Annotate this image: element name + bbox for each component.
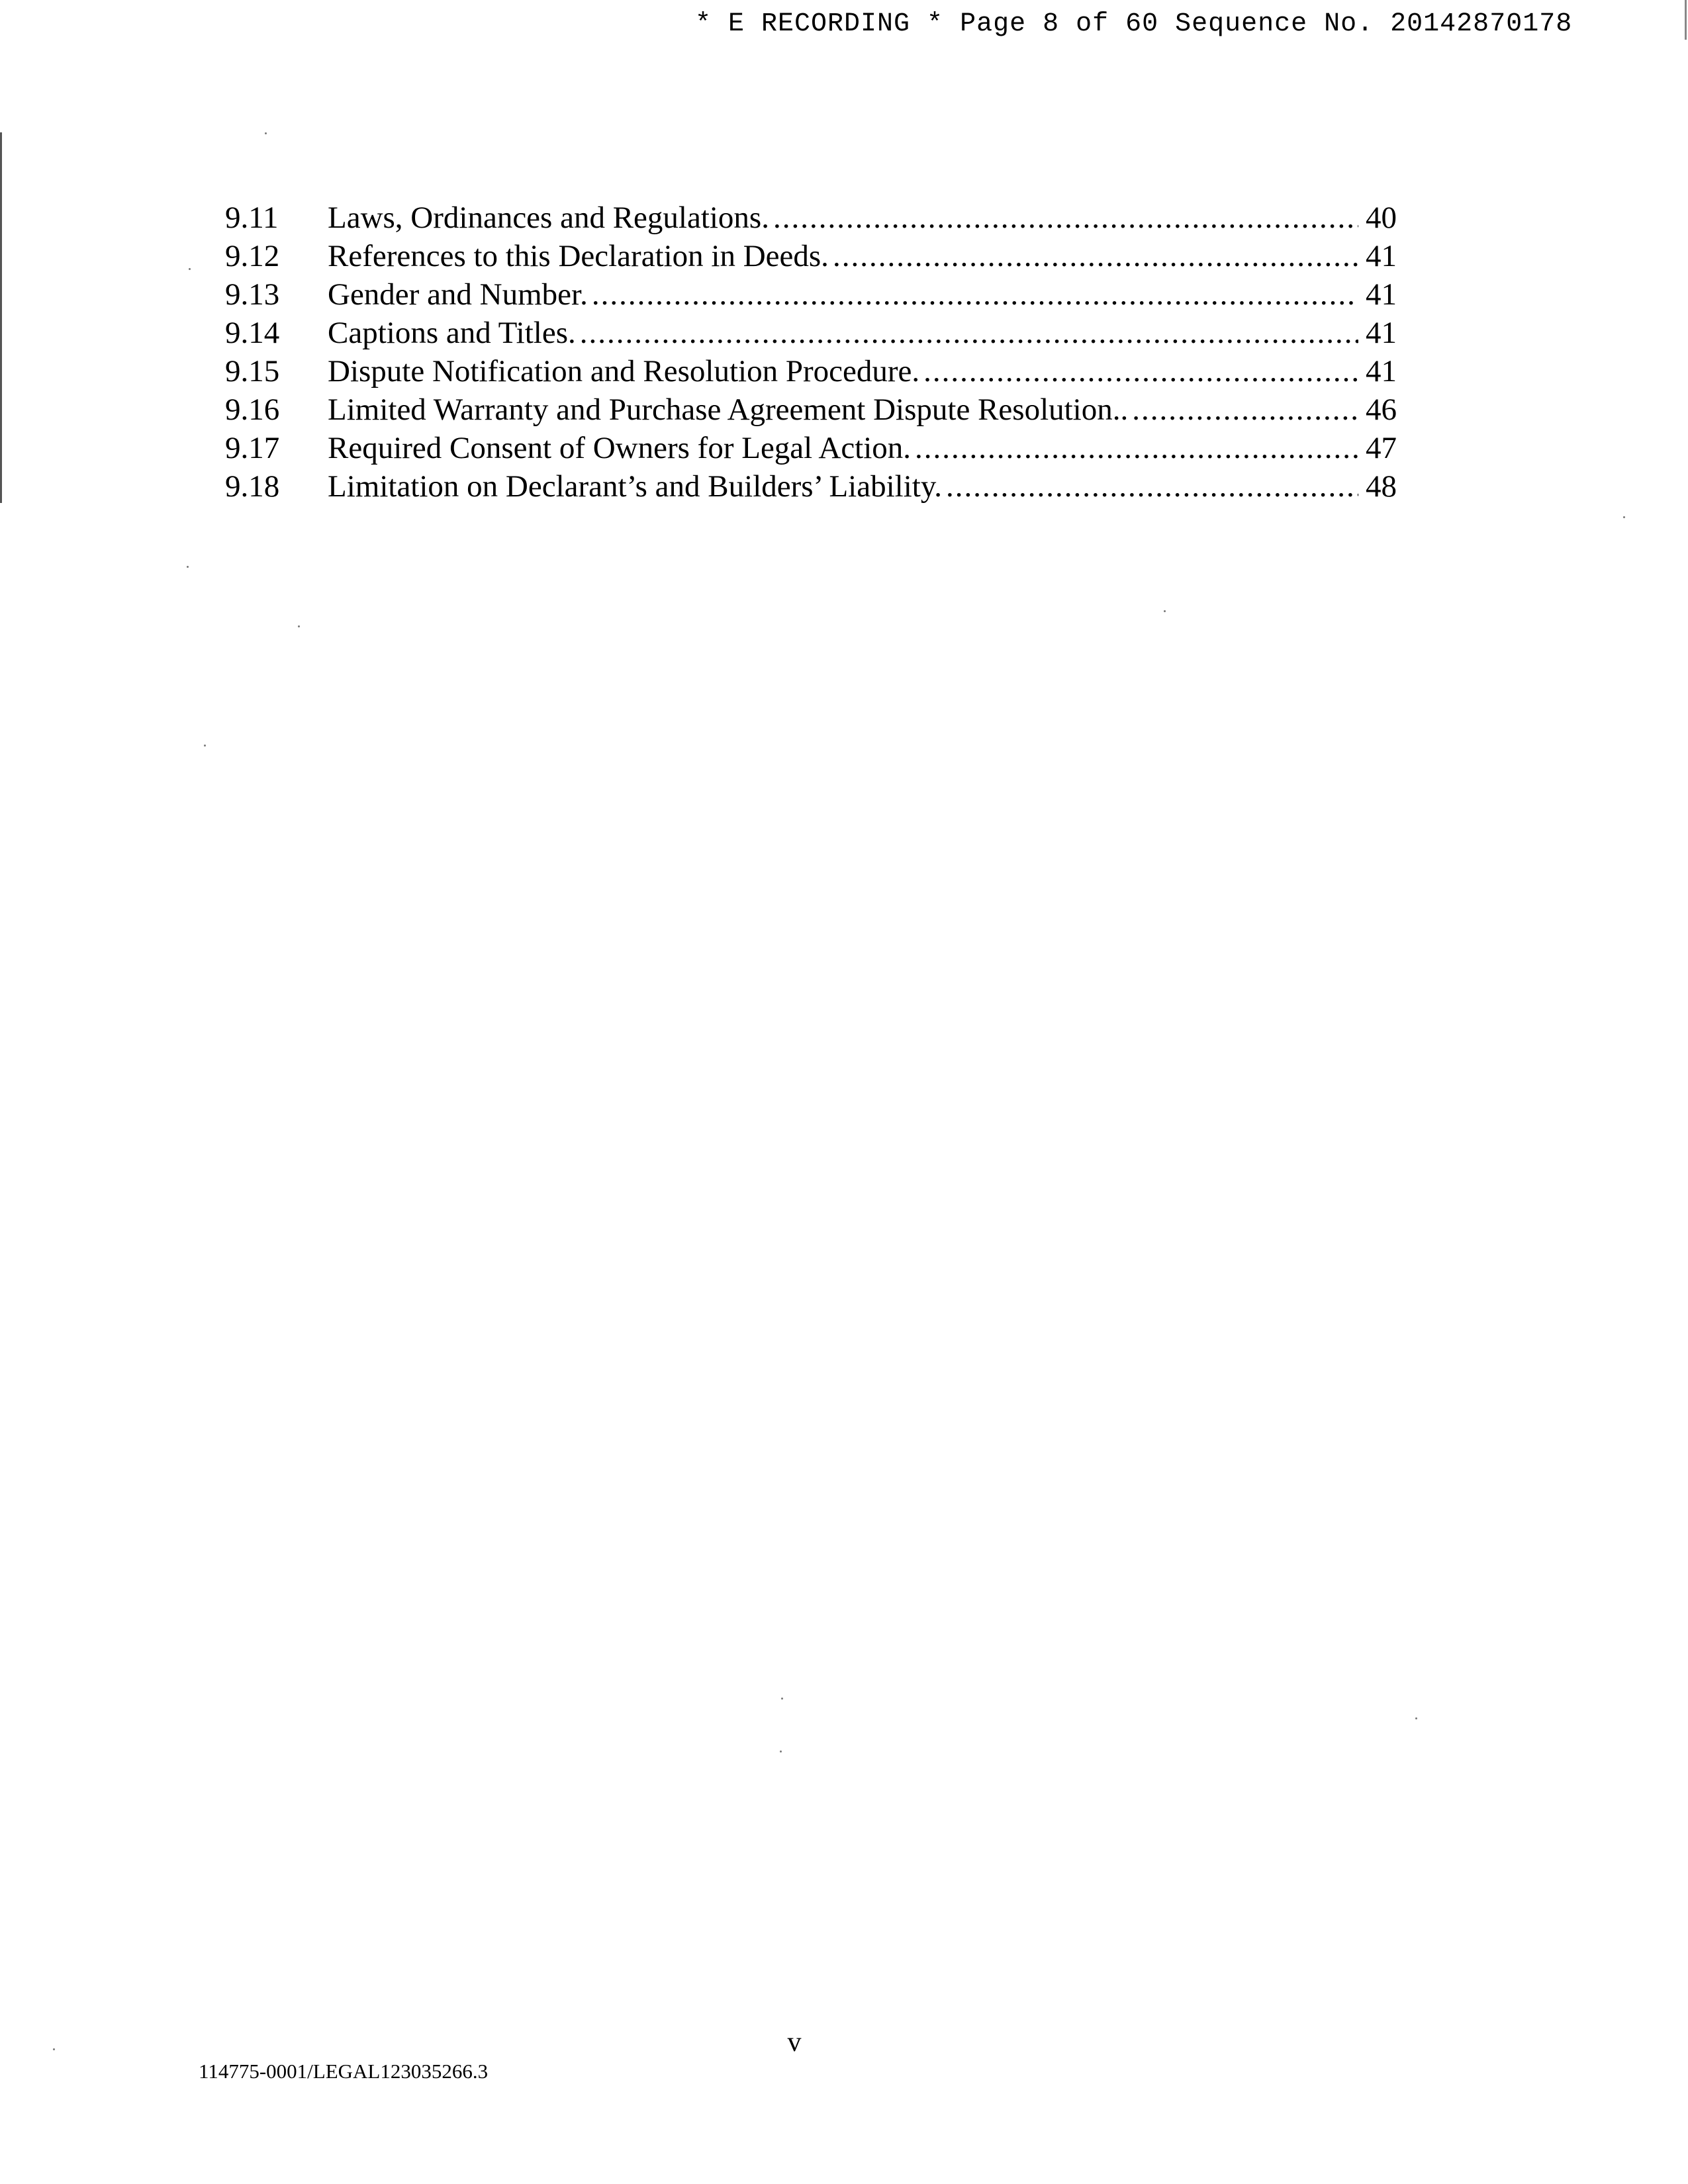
scan-speck [1164,610,1166,612]
toc-entry [225,199,1397,237]
toc-leader-dots [915,429,1358,467]
toc-section-title: Captions and Titles. [328,316,576,350]
toc-leader-dots [833,237,1358,275]
page-number: v [787,2027,802,2058]
toc-leader-dots [946,467,1358,506]
toc-section-title: Gender and Number. [328,277,588,312]
table-of-contents [225,199,1397,506]
scan-speck [1415,1717,1417,1719]
scan-speck [781,1698,783,1700]
toc-entry [225,390,1397,429]
toc-entry [225,275,1397,314]
toc-section-number: 9.17 [225,431,280,465]
toc-section-title: References to this Declaration in Deeds. [328,239,829,273]
toc-page-number: 41 [1366,277,1397,312]
toc-leader-dots [1132,390,1358,429]
toc-leader-dots [923,352,1358,390]
scan-speck [780,1751,782,1752]
toc-entry [225,352,1397,390]
toc-leader-dots [592,275,1358,314]
toc-section-title: Dispute Notification and Resolution Procedure. [328,354,920,388]
toc-leader-dots [580,314,1358,352]
scan-speck [53,2048,55,2050]
toc-page-number: 48 [1366,469,1397,504]
scan-edge-line-right [1685,0,1687,40]
scan-speck [204,745,206,747]
toc-section-number: 9.12 [225,239,280,273]
toc-page-number: 41 [1366,239,1397,273]
toc-section-number: 9.11 [225,201,279,235]
scan-speck [298,625,300,627]
toc-page-number: 41 [1366,316,1397,350]
toc-section-title: Required Consent of Owners for Legal Action. [328,431,912,465]
scan-speck [265,132,267,134]
scan-speck [189,268,191,270]
toc-section-number: 9.18 [225,469,280,504]
toc-page-number: 40 [1366,201,1397,235]
toc-page-number: 47 [1366,431,1397,465]
toc-section-number: 9.16 [225,392,280,427]
toc-section-title: Limitation on Declarant’s and Builders’ Liability. [328,469,943,504]
toc-entry [225,429,1397,467]
toc-section-title: Limited Warranty and Purchase Agreement Dispute Resolution.. [328,392,1129,427]
recording-stamp: * E RECORDING * Page 8 of 60 Sequence No. 20142870178 [695,9,1573,39]
toc-entry [225,467,1397,506]
toc-section-number: 9.13 [225,277,280,312]
toc-section-title: Laws, Ordinances and Regulations. [328,201,769,235]
toc-section-number: 9.14 [225,316,280,350]
toc-page-number: 41 [1366,354,1397,388]
scan-speck [1623,516,1625,518]
toc-entry [225,314,1397,352]
scan-edge-line-left [0,132,2,503]
document-id: 114775-0001/LEGAL123035266.3 [199,2060,489,2083]
scan-speck [187,566,189,568]
toc-entry [225,237,1397,275]
toc-leader-dots [773,199,1358,237]
toc-page-number: 46 [1366,392,1397,427]
toc-section-number: 9.15 [225,354,280,388]
